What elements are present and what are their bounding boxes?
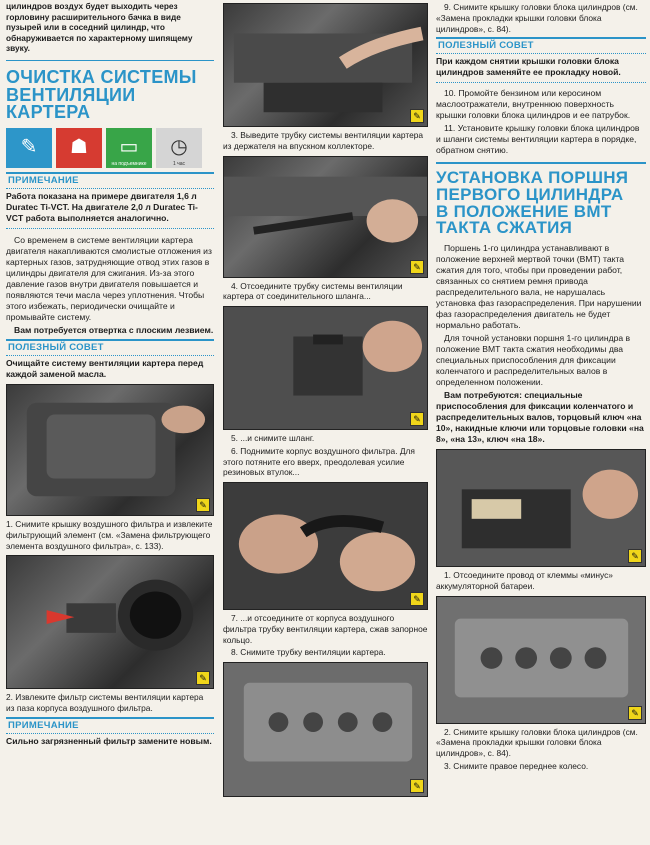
caption-step-9: 9. Снимите крышку головки блока цилиндров (см. «Замена прокладки крышки головки блока цилиндров», с. 84). (436, 2, 638, 34)
wrench-badge-icon: ✎ (410, 779, 424, 793)
caption-step-5: 5. ...и снимите шланг. (231, 433, 315, 443)
caption-step-4: 4. Отсоедините трубку системы вентиляции картера от соединительного шланга... (223, 280, 403, 302)
divider (436, 162, 646, 164)
caption-b-step-2: 2. Снимите крышку головки блока цилиндров (см. «Замена прокладки крышки головки блока цилиндров», с. 84). (436, 726, 638, 759)
photo-remove-hose (223, 306, 428, 430)
tdc-tools: Вам потребуются: специальные приспособления для фиксации коленчатого и распределительных валов, торцовый ключ «на 10», накидные ключи или торцовые головки «на 8», «на 13», ключ «на 18». (436, 390, 644, 445)
tip-header: ПОЛЕЗНЫЙ СОВЕТ (436, 37, 646, 54)
wrench-badge-icon: ✎ (410, 260, 424, 274)
divider (6, 60, 214, 61)
section-title-tdc: УСТАНОВКА ПОРШНЯ ПЕРВОГО ЦИЛИНДРА В ПОЛОЖЕНИЕ ВМТ ТАКТА СЖАТИЯ (436, 168, 629, 238)
wrench-badge-icon: ✎ (628, 706, 642, 720)
wrench-badge-icon: ✎ (410, 592, 424, 606)
photo-cylinder-head-cover (436, 596, 646, 724)
note-text: Сильно загрязненный фильтр замените новым. (6, 736, 212, 747)
difficulty-icons (6, 128, 214, 168)
tip-text: При каждом снятии крышки головки блока цилиндров заменяйте ее прокладку новой. (436, 56, 621, 78)
tip-header: ПОЛЕЗНЫЙ СОВЕТ (6, 339, 214, 356)
note-header: ПРИМЕЧАНИЕ (6, 172, 214, 189)
car-icon: ▭ на подъемнике (106, 128, 152, 168)
photo-crankcase-tube (223, 662, 428, 797)
photo-battery (436, 449, 646, 567)
wrench-badge-icon: ✎ (628, 549, 642, 563)
caption-step-1: 1. Снимите крышку воздушного фильтра и извлеките фильтрующий элемент (см. «Замена фильтрующего элемента воздушного фильтра», с. 133). (6, 519, 213, 551)
caption-step-8: 8. Снимите трубку вентиляции картера. (231, 647, 386, 658)
caption-b-step-1: 1. Отсоедините провод от клеммы «минус» аккумуляторной батареи. (436, 570, 613, 591)
caption-b-step-3: 3. Снимите правое переднее колесо. (444, 760, 589, 771)
wrench-badge-icon: ✎ (410, 109, 424, 123)
caption-step-3: 3. Выведите трубку системы вентиляции картера из держателя на впускном коллекторе. (223, 130, 424, 151)
clock-icon: ◷ 1 час (156, 128, 202, 168)
caption-step-2: 2. Извлеките фильтр системы вентиляции картера из паза корпуса воздушного фильтра. (6, 692, 204, 714)
note-header: ПРИМЕЧАНИЕ (6, 717, 214, 734)
caption-step-6: 6. Поднимите корпус воздушного фильтра. Для этого потяните его вверх, преодолевая усилие резиновых втулок... (223, 445, 415, 478)
wrench-icon: ✎ (6, 128, 52, 168)
photo-filter-slot (6, 555, 214, 689)
wrench-badge-icon: ✎ (196, 498, 210, 512)
person-icon: ☗ (56, 128, 102, 168)
photo-tube-holder (223, 3, 428, 127)
photo-lock-ring (223, 482, 428, 610)
section-title-crankcase: ОЧИСТКА СИСТЕМЫ ВЕНТИЛЯЦИИ КАРТЕРА (6, 67, 197, 123)
body-text: Со временем в системе вентиляции картера двигателя накапливаются смолистые отложения из картерных газов, затрудняющие отвод этих газов в цилиндры двигателя для сжигания. Из-за этого давление газов внутри двигателя повышается и появляются течи масла через уплотнения. Чтобы этого избежать, периодически очищайте и промывайте систему. (6, 235, 212, 323)
tip-text: Очищайте систему вентиляции картера перед каждой заменой масла. (6, 358, 204, 380)
tdc-para-1: Поршень 1-го цилиндра устанавливают в положение верхней мертвой точки (ВМТ) такта сжатия для того, чтобы при проведении работ, связанных со снятием ремня привода распределительного вала, не нарушалась установка фаз газораспределения. При нарушении фаз газораспределения двигатель не будет нормально работать. (436, 243, 642, 331)
step-10-text: 10. Промойте бензином или керосином маслоотражатели, внутреннюю поверхность крышки головки блока цилиндров и ее патрубок. (436, 88, 631, 121)
column-middle (223, 0, 428, 797)
photo-connecting-hose (223, 156, 428, 278)
step-11-text: 11. Установите крышку головки блока цилиндров и шланги системы вентиляции картера в порядке, обратном снятию. (436, 123, 640, 156)
column-left (6, 0, 214, 749)
column-right (436, 0, 646, 774)
caption-step-7: 7. ...и отсоедините от корпуса воздушного фильтра трубку вентиляции картера, сжав запорное кольцо. (223, 613, 428, 645)
intro-text: цилиндров воздух будет выходить через горловину расширительного бачка в виде пузырей или в соседний цилиндр, что обнаруживается по характерному шипящему звуку. (6, 1, 193, 54)
note-text: Работа показана на примере двигателя 1,6 л Duratec Ti-VCT. На двигателе 2,0 л Duratec Ti-VCT работа выполняется аналогично. (6, 191, 198, 224)
tdc-para-2: Для точной установки поршня 1-го цилиндра в положение ВМТ такта сжатия необходимы два специальных приспособления для фиксации коленчатого и распределительных валов в определенном положении. (436, 333, 631, 388)
wrench-badge-icon: ✎ (410, 412, 424, 426)
tools-text: Вам потребуется отвертка с плоским лезвием. (14, 325, 214, 336)
photo-air-filter (6, 384, 214, 516)
wrench-badge-icon: ✎ (196, 671, 210, 685)
